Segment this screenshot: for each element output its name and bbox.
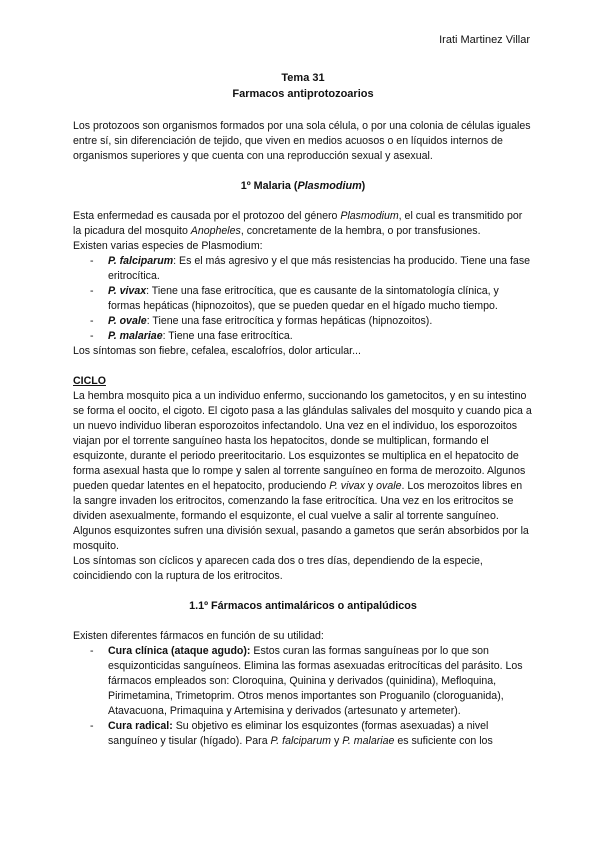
ciclo-paragraph: La hembra mosquito pica a un individuo enfermo, succionando los gametocitos, y en su intestino se forma el oocito, el cigoto. El cigoto pasa a las glándulas salivales del mosquito y cuando pica a un nuevo individuo liberan esporozoitos infectandolo. Una vez en el individuo, los esporozoitos viajan por el torrente sanguíneo hasta los hepatocitos, donde se multiplican, formando el esquizonte, durante el periodo preeritocitario. Los esquizontes se multiplica en el hepatocito de forma asexual hasta que lo rompe y salen al torrente sanguíneo en forma de merozoito. Algunos pueden quedar latentes en el hepatocito, produciendo P. vivax y ovale. Los merozoitos libres en la sangre invaden los eritrocitos, comenzando la fase eritrocítica. Una vez en los eritrocitos se dividen asexualmente, formando el esquizonte, el cual vuelve a salir al torrente sanguíneo. — [73, 390, 532, 522]
farmacos-intro: Existen diferentes fármacos en función de su utilidad: — [73, 630, 324, 642]
list-item: - P. ovale: Tiene una fase eritrocítica y formas hepáticas (hipnozoitos). — [108, 314, 533, 329]
malaria-paragraph: Esta enfermedad es causada por el protozoo del género Plasmodium, el cual es transmitido por la picadura del mosquito Anopheles, concretamente de la hembra, o por transfusiones. — [73, 210, 523, 237]
ciclo-paragraph-2: Algunos esquizontes sufren una división sexual, pasando a gametos que serán absorbidos por la mosquito. — [73, 525, 529, 552]
list-item: - P. vivax: Tiene una fase eritrocítica, que es causante de la sintomatología clínica, y formas hepáticas (hipnozoitos), que se pueden quedar en el hígado mucho tiempo. — [108, 284, 533, 314]
list-item: - P. malariae: Tiene una fase eritrocítica. — [108, 329, 533, 344]
species-list — [73, 254, 533, 344]
author-name: Irati Martinez Villar — [439, 34, 530, 46]
farmacos-list — [73, 644, 533, 749]
page-title: Tema 31 — [281, 72, 325, 84]
ciclo-paragraph-3: Los síntomas son cíclicos y aparecen cada dos o tres días, dependiendo de la especie, coincidiendo con la ruptura de los eritrocitos. — [73, 555, 483, 582]
ciclo-heading: CICLO — [73, 375, 106, 387]
species-intro: Existen varias especies de Plasmodium: — [73, 240, 263, 252]
symptoms-paragraph: Los síntomas son fiebre, cefalea, escalofríos, dolor articular... — [73, 345, 361, 357]
title-block — [73, 70, 533, 102]
list-item: - P. falciparum: Es el más agresivo y el que más resistencias ha producido. Tiene una fase eritrocítica. — [108, 254, 533, 284]
list-item: - Cura radical: Su objetivo es eliminar los esquizontes (formas asexuadas) a nivel sanguíneo y tisular (hígado). Para P. falciparum y P. malariae es suficiente con los — [108, 719, 533, 749]
malaria-heading: 1º Malaria (Plasmodium) — [240, 180, 366, 192]
document-body — [73, 70, 533, 749]
list-item: - Cura clínica (ataque agudo): Estos curan las formas sanguíneas por lo que son esquizonticidas sanguíneos. Elimina las formas asexuadas eritrocíticas del parásito. Los fármacos empleados son: Cloroquina, Quinina y derivados (quinidina), Mefloquina, Pirimetamina, Trimetoprim. Otros menos importantes son Proguanilo (cloroguanida), Atavacuona, Primaquina y Artemisina y derivados (artesunato y artemeter). — [108, 644, 533, 719]
intro-paragraph: Los protozoos son organismos formados por una sola célula, o por una colonia de células iguales entre sí, sin diferenciación de tejido, que viven en medios acuosos o en líquidos internos de organismos superiores y que cuenta con una reproducción sexual y asexual. — [73, 120, 531, 162]
page-subtitle: Farmacos antiprotozoarios — [232, 88, 374, 100]
farmacos-heading: 1.1º Fármacos antimaláricos o antipalúdicos — [189, 600, 417, 612]
